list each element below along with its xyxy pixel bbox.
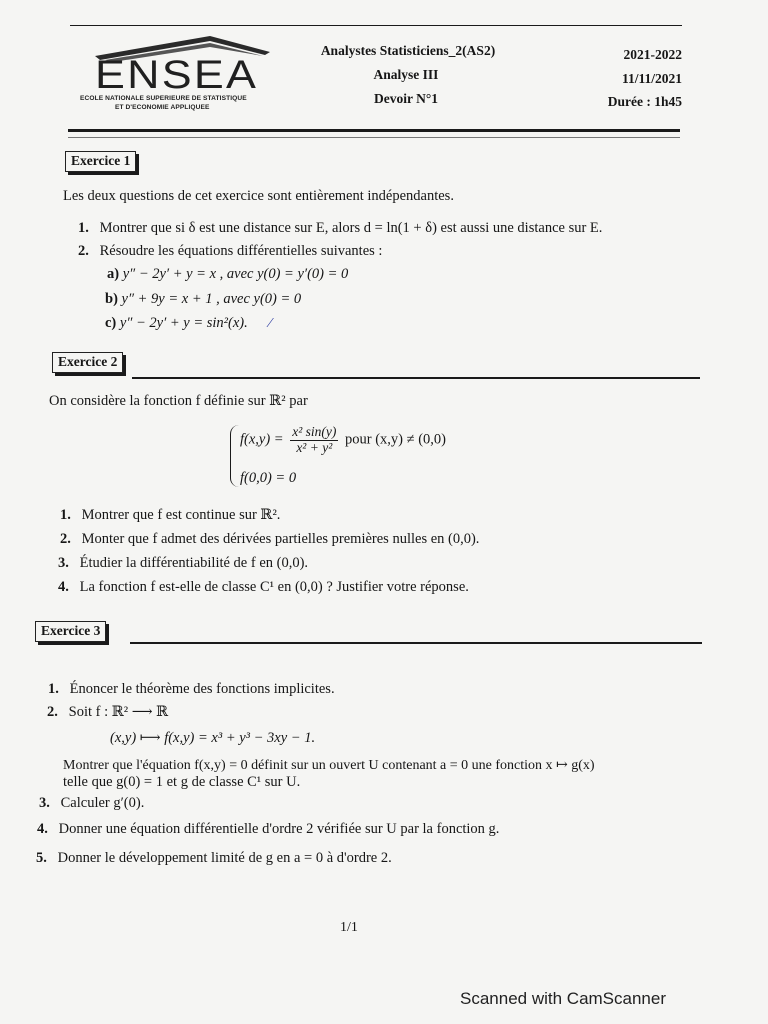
exercise-3-title: Exercice 3	[35, 621, 106, 642]
equation-b	[105, 291, 301, 308]
system-line-1	[240, 425, 446, 456]
exercise-1-title: Exercice 1	[65, 151, 136, 172]
question-text: Donner le développement limité de g en a = 0 à d'ordre 2.	[57, 850, 392, 866]
header-date: 11/11/2021	[621, 71, 682, 86]
fraction	[290, 425, 338, 456]
exercise-3-question-5	[36, 850, 392, 867]
equation-a	[107, 266, 348, 283]
equation-c	[105, 315, 248, 332]
exercise-2-question-2	[60, 531, 479, 548]
question-number: 4.	[58, 579, 69, 595]
question-text: Montrer que si δ est une distance sur E, alors d = ln(1 + δ) est aussi une distance sur E.	[99, 220, 603, 236]
exercise-2-question-4	[58, 579, 469, 596]
fraction-denominator: x² + y²	[296, 439, 333, 455]
header-duration: Durée : 1h45	[607, 94, 682, 109]
exercise-1-question-1	[78, 220, 602, 237]
equation-label: c)	[105, 315, 117, 331]
question-text: Étudier la différentiabilité de f en (0,0).	[79, 555, 309, 571]
exercise-2-question-1	[60, 507, 280, 524]
pen-mark: ⁄	[269, 316, 272, 331]
page-number: 1/1	[340, 920, 358, 935]
equation-text: y″ − 2y′ + y = sin²(x).	[119, 315, 248, 331]
question-number: 1.	[60, 507, 71, 523]
question-number: 2.	[60, 531, 71, 547]
question-text: Calculer g′(0).	[60, 795, 145, 811]
logo-subtitle-line2: ET D'ECONOMIE APPLIQUEE	[115, 104, 210, 111]
equation-text: y″ + 9y = x + 1 , avec y(0) = 0	[121, 291, 302, 307]
exercise-3-question-2-text-2: telle que g(0) = 1 et g de classe C¹ sur U.	[63, 774, 301, 790]
exercise-3-mapping: (x,y) ⟼ f(x,y) = x³ + y³ − 3xy − 1.	[110, 730, 316, 746]
exercise-1-question-2	[78, 243, 382, 260]
header-rule-thin	[68, 137, 680, 138]
camscanner-watermark: Scanned with CamScanner	[460, 989, 667, 1008]
exercise-2-intro: On considère la fonction f définie sur ℝ² par	[49, 393, 308, 409]
exercise-1-intro: Les deux questions de cet exercice sont entièrement indépendantes.	[63, 188, 454, 204]
question-text: Monter que f admet des dérivées partielles premières nulles en (0,0).	[81, 531, 480, 547]
exercise-3-question-3	[39, 795, 144, 812]
question-number: 1.	[78, 220, 89, 236]
header-year: 2021-2022	[623, 47, 682, 62]
top-rule	[70, 25, 682, 26]
exercise-2-title: Exercice 2	[52, 352, 123, 373]
question-number: 2.	[47, 704, 58, 720]
question-text: Donner une équation différentielle d'ordre 2 vérifiée sur U par la fonction g.	[58, 821, 500, 837]
question-number: 1.	[48, 681, 59, 697]
question-text: Montrer que f est continue sur ℝ².	[81, 507, 281, 523]
question-text: Énoncer le théorème des fonctions implicites.	[69, 681, 335, 697]
exercise-2-question-3	[58, 555, 308, 572]
question-number: 4.	[37, 821, 48, 837]
header-exam: Devoir N°1	[373, 91, 438, 106]
equation-label: b)	[105, 291, 118, 307]
question-text: Soit f : ℝ² ⟶ ℝ	[68, 704, 169, 720]
question-text: La fonction f est-elle de classe C¹ en (0,0) ? Justifier votre réponse.	[79, 579, 469, 595]
equation-text: y″ − 2y′ + y = x , avec y(0) = y′(0) = 0	[122, 266, 349, 282]
header-program: Analystes Statisticiens_2(AS2)	[320, 43, 496, 58]
question-number: 2.	[78, 243, 89, 259]
exercise-3-question-2	[47, 704, 168, 721]
exercise-3-question-4	[37, 821, 499, 838]
logo-name: ENSEA	[95, 53, 259, 97]
system-line-2: f(0,0) = 0	[240, 470, 297, 486]
question-text: Résoudre les équations différentielles suivantes :	[99, 243, 383, 259]
exercise-2-rule	[132, 377, 700, 379]
function-condition: pour (x,y) ≠ (0,0)	[345, 431, 446, 448]
logo-subtitle-line1: ECOLE NATIONALE SUPERIEURE DE STATISTIQUE	[80, 95, 247, 102]
header-rule	[68, 129, 680, 132]
exercise-3-question-2-text-1: Montrer que l'équation f(x,y) = 0 définit sur un ouvert U contenant a = 0 une fonction x ↦ g(x)	[63, 758, 595, 773]
exercise-3-rule	[130, 642, 702, 644]
question-number: 5.	[36, 850, 47, 866]
question-number: 3.	[58, 555, 69, 571]
system-brace	[230, 425, 240, 487]
fraction-numerator: x² sin(y)	[292, 424, 337, 439]
question-number: 3.	[39, 795, 50, 811]
header-course: Analyse III	[373, 67, 439, 82]
equation-label: a)	[107, 266, 120, 282]
exercise-3-question-1	[48, 681, 335, 698]
function-left: f(x,y) =	[240, 431, 284, 448]
